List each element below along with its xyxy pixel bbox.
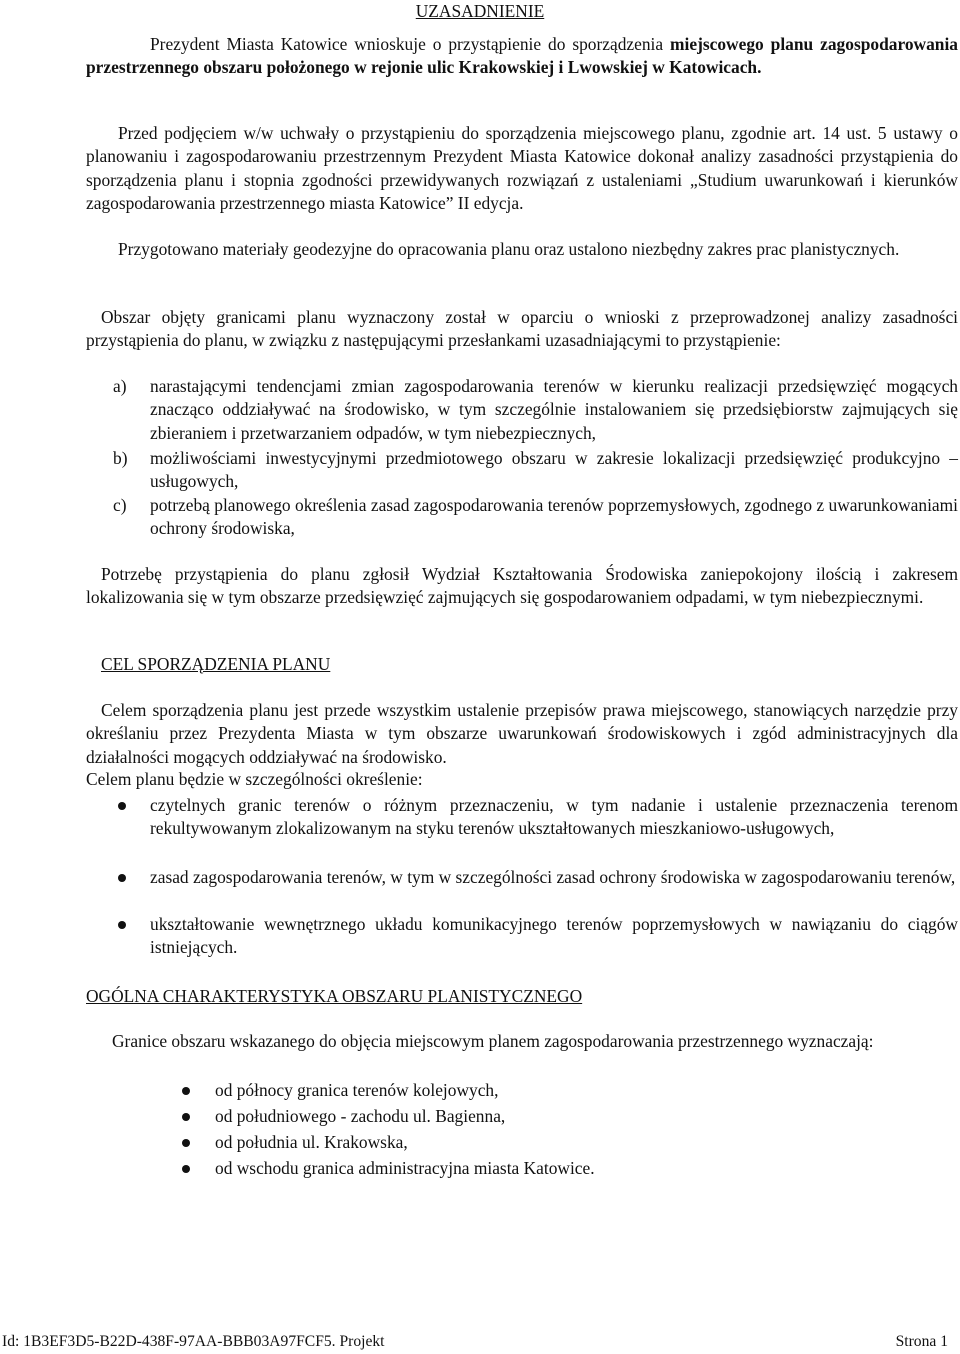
goal-paragraph: Celem sporządzenia planu jest przede wszystkim ustalenie przepisów prawa miejscowego, stanowiących narzędzie przy określaniu przez Prezydenta Miasta w tym obszarze uwarunkowań środowiskowych i zgód administracyjnych dla działalności mogących oddziaływać na środowisko. bbox=[86, 700, 958, 767]
bullet-icon bbox=[182, 1113, 190, 1121]
bounds-paragraph: Granice obszaru wskazanego do objęcia miejscowym planem zagospodarowania przestrzennego wyznaczają: bbox=[112, 1031, 874, 1051]
list-item: od północy granica terenów kolejowych, bbox=[215, 1079, 915, 1105]
list-item: od południa ul. Krakowska, bbox=[215, 1131, 915, 1157]
intro-paragraph: Prezydent Miasta Katowice wnioskuje o przystąpienie do sporządzenia miejscowego planu zagospodarowania przestrzennego obszaru położonego w rejonie ulic Krakowskiej i Lwowskiej w Katowicach. bbox=[86, 34, 958, 78]
list-item: czytelnych granic terenów o różnym przeznaczeniu, w tym nadanie i ustalenie przeznaczenia terenom rekultywowanym zlokalizowanym na styku terenów ukształtowanych mieszkaniowo-usługowych, bbox=[150, 794, 958, 866]
section-heading-general: OGÓLNA CHARAKTERYSTYKA OBSZARU PLANISTYCZNEGO bbox=[86, 986, 583, 1006]
bullet-icon bbox=[182, 1165, 190, 1173]
list-marker: a) bbox=[113, 376, 127, 396]
bullet-icon bbox=[118, 802, 126, 810]
list-item: a) narastającymi tendencjami zmian zagospodarowania terenów w kierunku realizacji przedsięwzięć mogących znacząco oddziaływać na środowisko, w tym szczególnie instalowaniem się przedsiębiorstw zajmujących się zbieraniem i przetwarzaniem odpadów, w tym niebezpiecznych, bbox=[113, 376, 958, 443]
list-item: c) potrzebą planowego określenia zasad zagospodarowania terenów poprzemysłowych, zgodnego z uwarunkowaniami ochrony środowiska, bbox=[113, 495, 958, 539]
bullet-icon bbox=[182, 1087, 190, 1095]
intro-plan-name: miejscowego planu zagospodarowania przestrzennego obszaru położonego w rejonie ulic Krakowskiej i Lwowskiej w Katowicach. bbox=[86, 34, 958, 78]
area-paragraph: Obszar objęty granicami planu wyznaczony został w oparciu o wnioski z przeprowadzonej analizy zasadności przystąpienia do planu, w związku z następującymi przesłankami uzasadniającymi to przystąpienie: bbox=[86, 307, 958, 351]
premises-list bbox=[113, 375, 958, 541]
bullet-icon bbox=[182, 1139, 190, 1147]
bounds-list bbox=[215, 1079, 915, 1180]
analysis-paragraph: Przed podjęciem w/w uchwały o przystąpieniu do sporządzenia miejscowego planu, zgodnie art. 14 ust. 5 ustawy o planowaniu i zagospodarowaniu przestrzennym Prezydent Miasta Katowice dokonał analizy zasadności przystąpienia do sporządzenia planu i stopnia zgodności przewidywanych rozwiązań z ustaleniami „Studium uwarunkowań i kierunków zagospodarowania przestrzennego miasta Katowice” II edycja. bbox=[86, 123, 958, 213]
prepared-paragraph: Przygotowano materiały geodezyjne do opracowania planu oraz ustalono niezbędny zakres prac planistycznych. bbox=[118, 239, 900, 259]
list-item: b) możliwościami inwestycyjnymi przedmiotowego obszaru w zakresie lokalizacji przedsięwzięć produkcyjno – usługowych, bbox=[113, 448, 958, 492]
document-id: Id: 1B3EF3D5-B22D-438F-97AA-BBB03A97FCF5. Projekt bbox=[2, 1333, 385, 1350]
bullet-icon bbox=[118, 921, 126, 929]
list-item: od wschodu granica administracyjna miasta Katowice. bbox=[215, 1157, 915, 1180]
section-heading-goal: CEL SPORZĄDZENIA PLANU bbox=[101, 654, 331, 674]
list-item: zasad zagospodarowania terenów, w tym w szczególności zasad ochrony środowiska w zagospodarowaniu terenów, bbox=[150, 866, 958, 913]
need-paragraph: Potrzebę przystąpienia do planu zgłosił Wydział Kształtowania Środowiska zaniepokojony ilością i zakresem lokalizowania się w tym obszarze przedsięwzięć zajmujących się gospodarowaniem odpadami, w tym niebezpiecznymi. bbox=[86, 564, 958, 608]
list-marker: c) bbox=[113, 495, 127, 515]
page-number: Strona 1 bbox=[895, 1333, 948, 1350]
document-title: UZASADNIENIE bbox=[415, 1, 545, 21]
goal-list bbox=[150, 794, 958, 960]
list-item: ukształtowanie wewnętrznego układu komunikacyjnego terenów poprzemysłowych w nawiązaniu do ciągów istniejących. bbox=[150, 913, 958, 960]
goal-list-intro: Celem planu będzie w szczególności określenie: bbox=[86, 769, 423, 789]
list-item: od południowego - zachodu ul. Bagienna, bbox=[215, 1105, 915, 1131]
bullet-icon bbox=[118, 874, 126, 882]
list-marker: b) bbox=[113, 448, 128, 468]
